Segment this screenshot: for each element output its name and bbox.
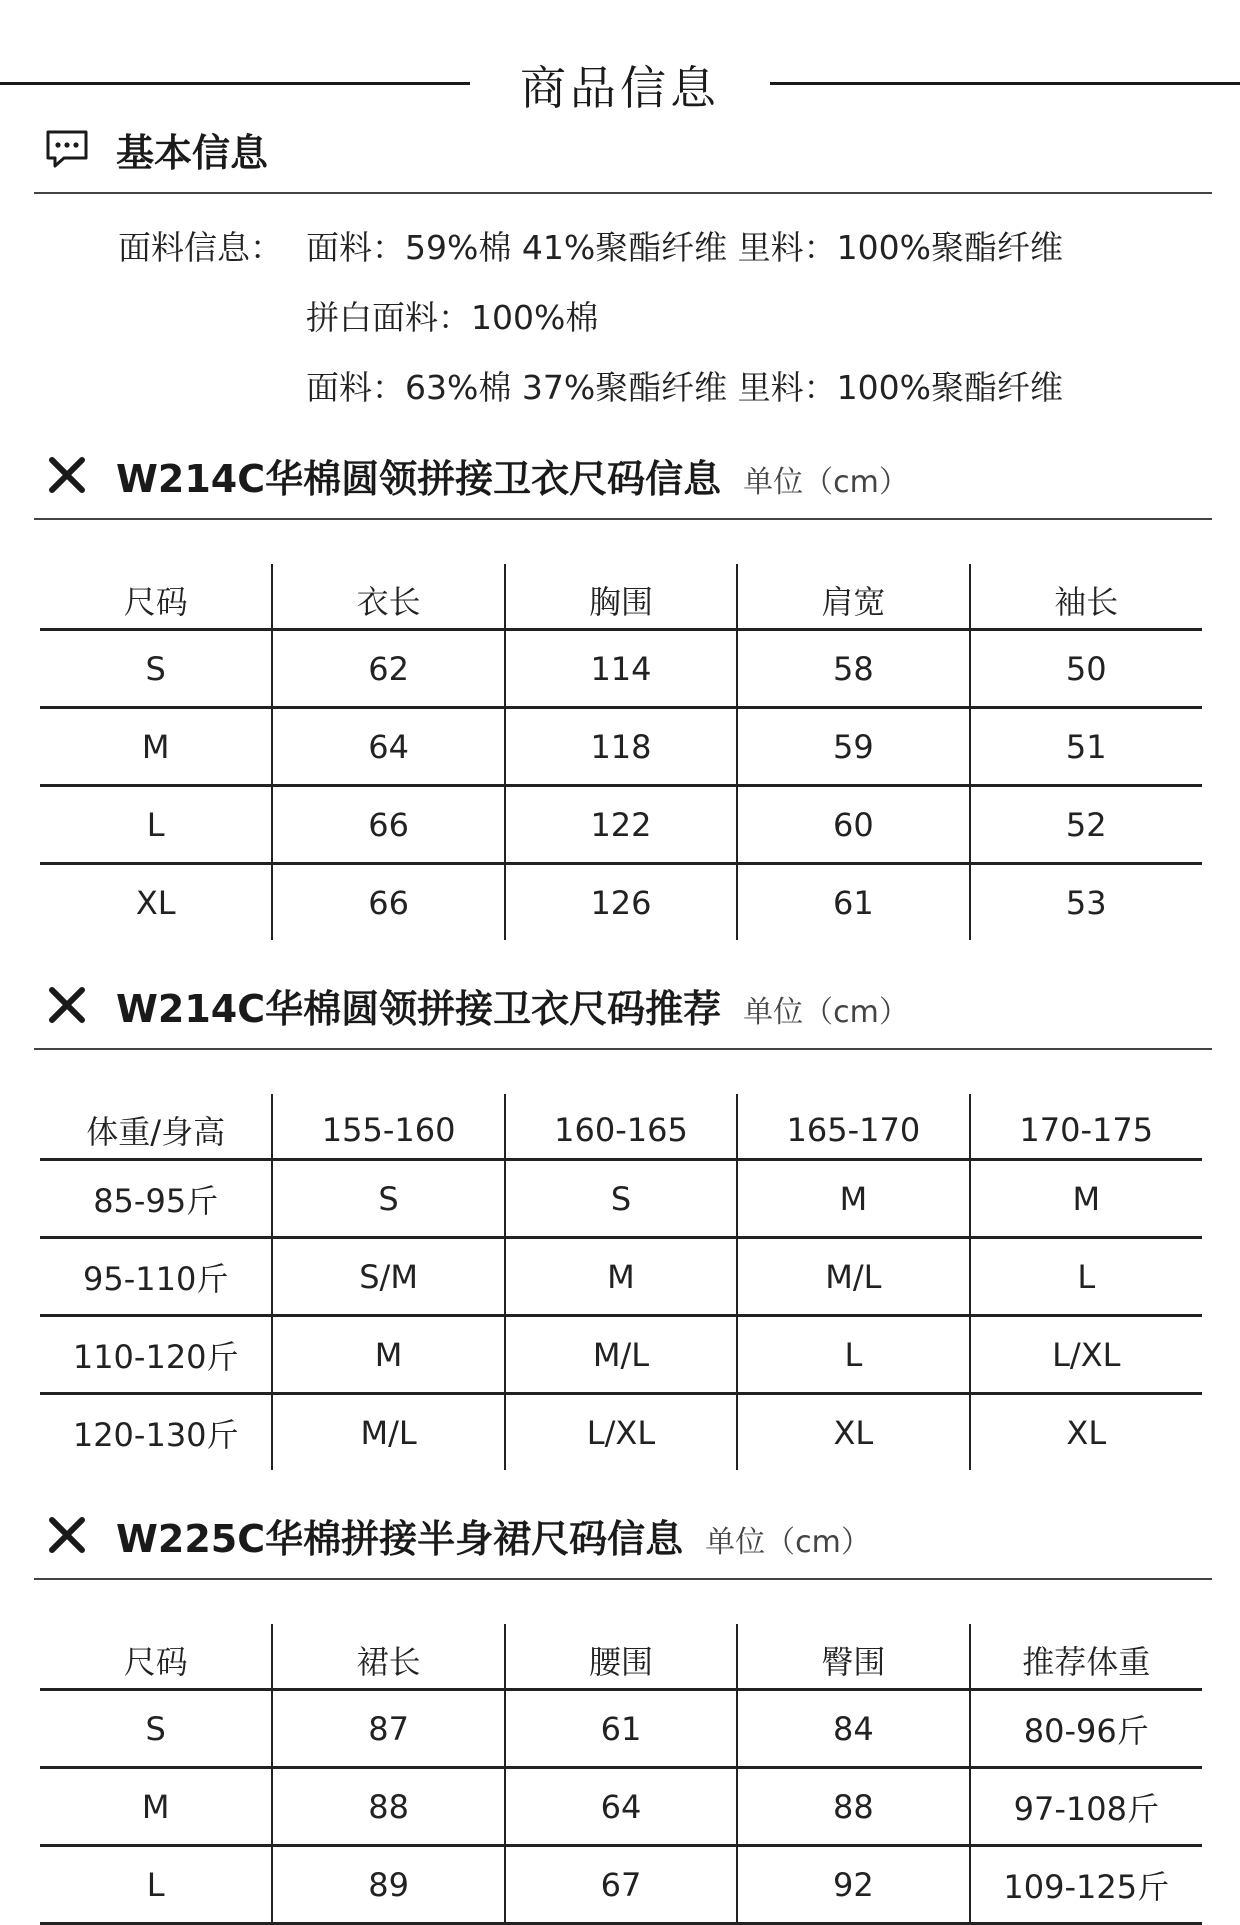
- table-cell: 59: [737, 708, 969, 786]
- table-cell: M: [40, 708, 272, 786]
- skirt-size-info-title: [116, 1508, 871, 1563]
- table-header-cell: 腰围: [505, 1624, 737, 1690]
- table-cell: L/XL: [505, 1394, 737, 1471]
- table-cell: M: [40, 1768, 272, 1846]
- table-cell: S: [272, 1160, 504, 1238]
- table-cell: S/M: [272, 1238, 504, 1316]
- fabric-line: 面料：63%棉 37%聚酯纤维 里料：100%聚酯纤维: [306, 368, 1064, 407]
- section-title-text: W214C华棉圆领拼接卫衣尺码推荐: [116, 987, 722, 1031]
- table-cell: 87: [272, 1690, 504, 1768]
- table-header-row: [40, 1624, 1202, 1690]
- table-cell: 67: [505, 1846, 737, 1924]
- table-cell: 109-125斤: [970, 1846, 1202, 1924]
- table-header-cell: 裙长: [272, 1624, 504, 1690]
- cross-icon: [44, 452, 90, 498]
- table-cell: 60: [737, 786, 969, 864]
- basic-info-header: [34, 112, 1212, 194]
- table-cell: L: [970, 1238, 1202, 1316]
- table-row: [40, 1846, 1202, 1924]
- sweater-recommend-table: [40, 1094, 1202, 1470]
- unit-label: 单位（cm）: [743, 995, 909, 1030]
- table-cell: 97-108斤: [970, 1768, 1202, 1846]
- table-cell: 122: [505, 786, 737, 864]
- table-cell: 52: [970, 786, 1202, 864]
- table-row: [40, 1394, 1202, 1471]
- table-header-cell: 160-165: [505, 1094, 737, 1160]
- table-cell: 120-130斤: [72, 1415, 239, 1454]
- table-cell: M: [272, 1316, 504, 1394]
- table-cell: 88: [272, 1768, 504, 1846]
- table-row: [40, 630, 1202, 708]
- table-cell: XL: [737, 1394, 969, 1471]
- table-header-cell: 推荐体重: [970, 1624, 1202, 1690]
- table-cell: M: [505, 1238, 737, 1316]
- cross-icon: [44, 982, 90, 1028]
- table-cell: S: [40, 630, 272, 708]
- table-header-cell: 165-170: [737, 1094, 969, 1160]
- sweater-size-table: [40, 564, 1202, 940]
- table-cell: 64: [505, 1768, 737, 1846]
- table-cell: 85-95斤: [40, 1160, 272, 1238]
- table-header-cell: 衣长: [272, 564, 504, 630]
- table-header-row: [40, 564, 1202, 630]
- table-cell: 114: [505, 630, 737, 708]
- table-header-cell: 袖长: [970, 564, 1202, 630]
- table-cell: 66: [272, 786, 504, 864]
- table-cell: S: [40, 1690, 272, 1768]
- table-row: [40, 1690, 1202, 1768]
- table-row: [40, 786, 1202, 864]
- table-header-cell: 155-160: [272, 1094, 504, 1160]
- sweater-size-info-header: [34, 438, 1212, 520]
- fabric-line: 面料：59%棉 41%聚酯纤维 里料：100%聚酯纤维: [306, 228, 1064, 267]
- table-cell: XL: [135, 883, 176, 922]
- table-cell: 118: [505, 708, 737, 786]
- table-row: [40, 864, 1202, 941]
- table-cell: L/XL: [970, 1316, 1202, 1394]
- table-cell: M: [970, 1160, 1202, 1238]
- table-cell: 61: [505, 1690, 737, 1768]
- table-cell: XL: [970, 1394, 1202, 1471]
- table-cell: L: [737, 1316, 969, 1394]
- table-cell: 62: [272, 630, 504, 708]
- table-cell: 66: [272, 864, 504, 941]
- table-header-row: [40, 1094, 1202, 1160]
- table-cell: M/L: [272, 1394, 504, 1471]
- section-title-text: W214C华棉圆领拼接卫衣尺码信息: [116, 457, 722, 501]
- table-cell: 50: [970, 630, 1202, 708]
- unit-label: 单位（cm）: [743, 465, 909, 500]
- table-cell: 89: [272, 1846, 504, 1924]
- table-header-cell: 170-175: [970, 1094, 1202, 1160]
- table-row: [40, 1316, 1202, 1394]
- table-cell: 61: [737, 864, 969, 941]
- unit-label: 单位（cm）: [705, 1525, 871, 1560]
- table-cell: 53: [970, 864, 1202, 941]
- skirt-size-table: [40, 1624, 1202, 1925]
- table-cell: 95-110斤: [40, 1238, 272, 1316]
- cross-icon: [44, 1512, 90, 1558]
- table-row: [40, 1160, 1202, 1238]
- table-cell: L: [40, 1846, 272, 1924]
- table-header-cell: 体重/身高: [40, 1094, 272, 1160]
- table-cell: M/L: [737, 1238, 969, 1316]
- table-row: [40, 708, 1202, 786]
- table-cell: 51: [970, 708, 1202, 786]
- header-rule-right: [770, 82, 1240, 85]
- table-header-cell: 尺码: [40, 1624, 272, 1690]
- table-cell: S: [505, 1160, 737, 1238]
- table-cell: 88: [737, 1768, 969, 1846]
- sweater-size-recommend-title: [116, 978, 909, 1033]
- table-cell: 126: [505, 864, 737, 941]
- table-cell: 110-120斤: [40, 1316, 272, 1394]
- table-header-cell: 肩宽: [737, 564, 969, 630]
- skirt-size-info-header: [34, 1498, 1212, 1580]
- table-header-cell: 胸围: [505, 564, 737, 630]
- table-cell: M: [737, 1160, 969, 1238]
- chat-bubble-icon: [44, 126, 90, 172]
- fabric-line: 拼白面料：100%棉: [306, 298, 599, 337]
- basic-info-title: 基本信息: [116, 131, 269, 175]
- table-cell: M/L: [505, 1316, 737, 1394]
- table-row: [40, 1768, 1202, 1846]
- table-cell: L: [40, 786, 272, 864]
- sweater-size-recommend-header: [34, 968, 1212, 1050]
- section-title-text: W225C华棉拼接半身裙尺码信息: [116, 1517, 684, 1561]
- table-row: [40, 1238, 1202, 1316]
- table-cell: 80-96斤: [970, 1690, 1202, 1768]
- table-header-cell: 臀围: [737, 1624, 969, 1690]
- sweater-size-info-title: [116, 448, 909, 503]
- table-cell: 64: [272, 708, 504, 786]
- table-cell: 58: [737, 630, 969, 708]
- fabric-label: 面料信息：: [118, 228, 283, 267]
- table-cell: 84: [737, 1690, 969, 1768]
- table-cell: 92: [737, 1846, 969, 1924]
- table-header-cell: 尺码: [40, 564, 272, 630]
- header-rule-left: [0, 82, 470, 85]
- page-title: 商品信息: [520, 61, 720, 115]
